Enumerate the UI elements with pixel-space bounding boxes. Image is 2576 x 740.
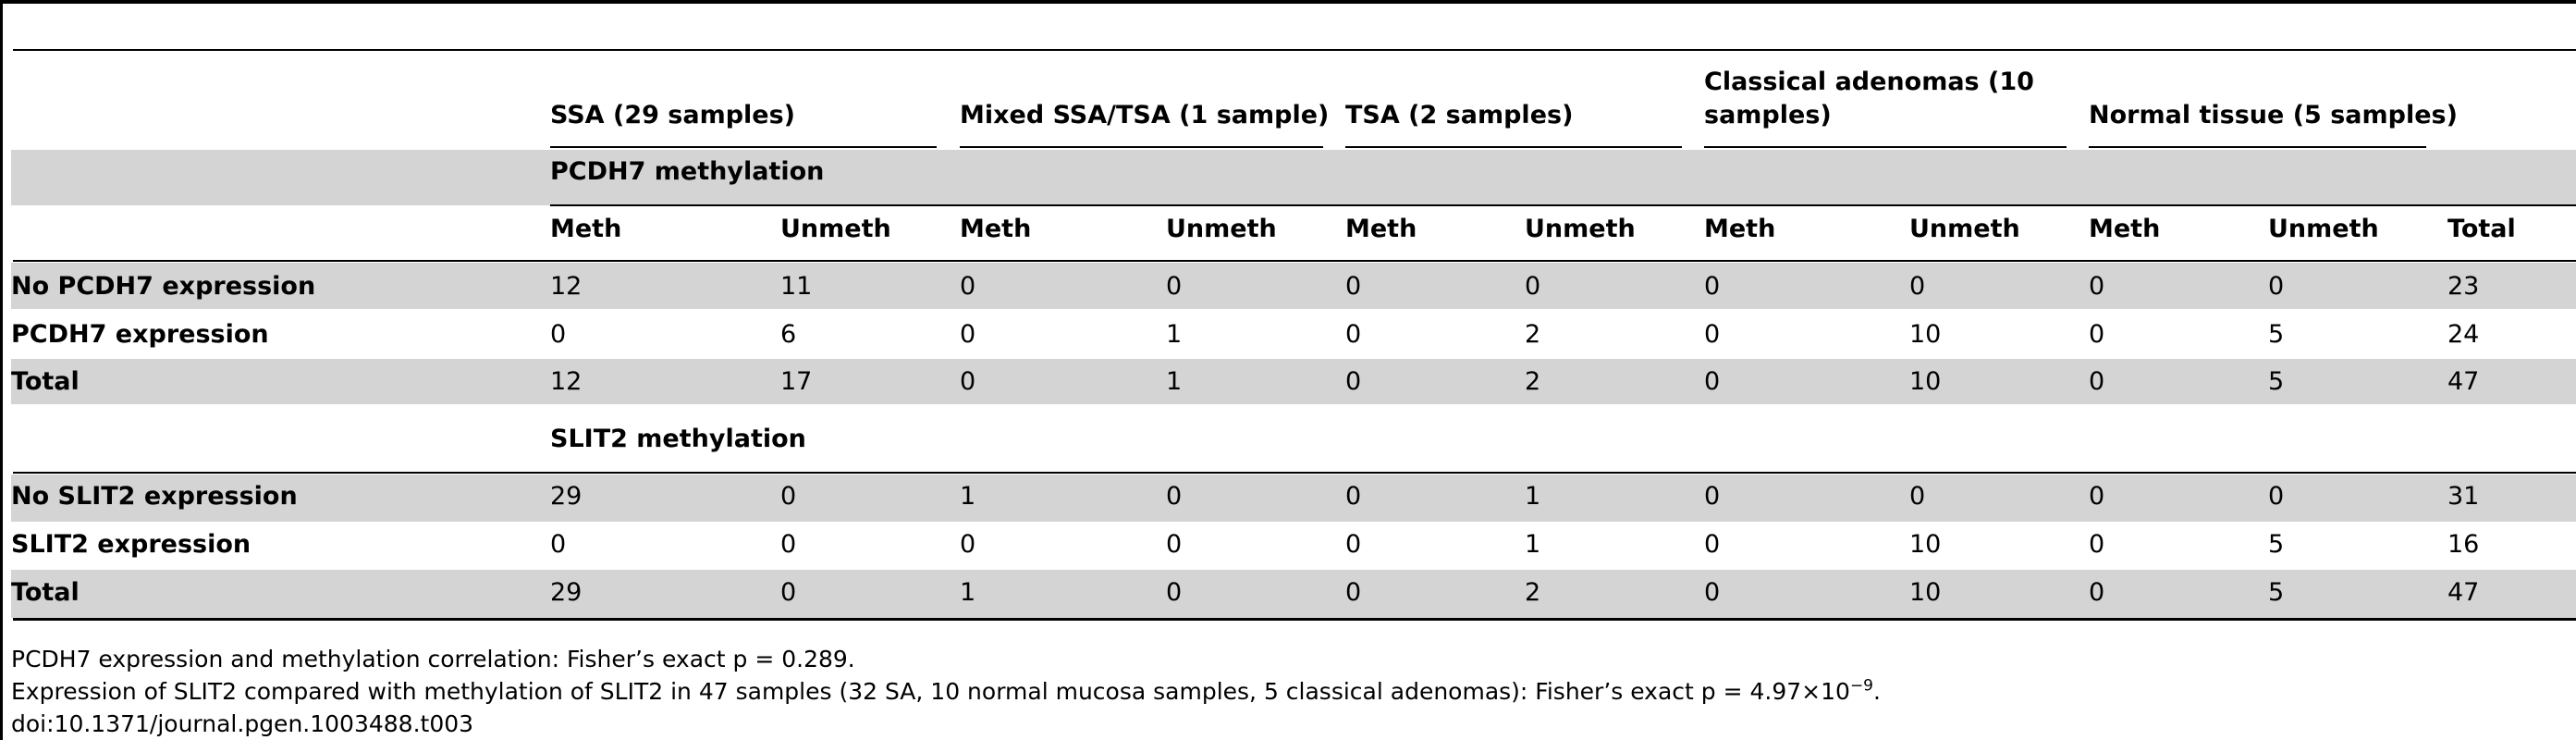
table-cell: 0 xyxy=(2268,482,2285,511)
table-cell: 0 xyxy=(960,367,976,396)
footnote-slit2-exponent: −9 xyxy=(1849,676,1873,696)
section-band-pcdh7 xyxy=(11,150,2576,205)
table-cell: 0 xyxy=(1704,272,1721,301)
table-bottom-rule xyxy=(13,618,2576,621)
table-cell: 0 xyxy=(1345,272,1362,301)
table-cell: 0 xyxy=(1345,578,1362,607)
table-cell: 0 xyxy=(780,578,797,607)
table-cell: 1 xyxy=(960,482,976,511)
table-cell: 10 xyxy=(1909,367,1942,396)
table-cell: 5 xyxy=(2268,367,2285,396)
row-shade-no-pcdh7 xyxy=(11,263,2576,309)
table-cell: 47 xyxy=(2447,578,2480,607)
table-cell: 2 xyxy=(1525,578,1541,607)
table-cell: 0 xyxy=(2089,320,2105,349)
table-cell: 0 xyxy=(1166,530,1183,559)
row-shade-pcdh7-total xyxy=(11,359,2576,404)
table-cell: 1 xyxy=(1166,320,1183,349)
group-underline-tsa xyxy=(1345,146,1682,148)
row-label-pcdh7-total: Total xyxy=(11,367,80,396)
subheader-classical-unmeth: Unmeth xyxy=(1909,215,2020,243)
table-cell: 0 xyxy=(1345,320,1362,349)
table-cell: 0 xyxy=(1704,530,1721,559)
table-cell: 1 xyxy=(1166,367,1183,396)
subheader-mixed-unmeth: Unmeth xyxy=(1166,215,1277,243)
table-cell: 0 xyxy=(1909,272,1926,301)
table-cell: 31 xyxy=(2447,482,2480,511)
table-cell: 17 xyxy=(780,367,813,396)
group-header-classical-line1: Classical adenomas (10 xyxy=(1704,68,2034,96)
subheader-rule xyxy=(13,260,2576,262)
subheader-normal-meth: Meth xyxy=(2089,215,2161,243)
table-cell: 29 xyxy=(550,578,583,607)
table-cell: 1 xyxy=(960,578,976,607)
group-underline-mixed xyxy=(960,146,1323,148)
top-rule xyxy=(0,0,2576,4)
table-cell: 0 xyxy=(780,530,797,559)
row-shade-slit2-total xyxy=(11,570,2576,618)
table-cell: 5 xyxy=(2268,320,2285,349)
table-cell: 0 xyxy=(1704,320,1721,349)
table-cell: 11 xyxy=(780,272,813,301)
table-cell: 0 xyxy=(960,530,976,559)
subheader-normal-unmeth: Unmeth xyxy=(2268,215,2379,243)
table-cell: 10 xyxy=(1909,578,1942,607)
footnote-doi: doi:10.1371/journal.pgen.1003488.t003 xyxy=(11,710,474,737)
table-cell: 0 xyxy=(2089,578,2105,607)
table-cell: 0 xyxy=(1166,578,1183,607)
table-cell: 0 xyxy=(1704,367,1721,396)
table-cell: 0 xyxy=(960,272,976,301)
group-underline-classical xyxy=(1704,146,2067,148)
group-header-mixed: Mixed SSA/TSA (1 sample) xyxy=(960,101,1330,130)
table-cell: 5 xyxy=(2268,578,2285,607)
row-label-slit2-expression: SLIT2 expression xyxy=(11,530,251,559)
subheader-total: Total xyxy=(2447,215,2516,243)
table-cell: 0 xyxy=(2089,272,2105,301)
table-cell: 0 xyxy=(780,482,797,511)
row-label-no-slit2-expression: No SLIT2 expression xyxy=(11,482,298,511)
table-cell: 0 xyxy=(1345,530,1362,559)
table-cell: 5 xyxy=(2268,530,2285,559)
row-label-slit2-total: Total xyxy=(11,578,80,607)
table-cell: 0 xyxy=(550,530,567,559)
group-underline-normal xyxy=(2089,146,2426,148)
table-cell: 0 xyxy=(1166,272,1183,301)
subheader-tsa-meth: Meth xyxy=(1345,215,1417,243)
table-cell: 0 xyxy=(1704,578,1721,607)
group-header-normal: Normal tissue (5 samples) xyxy=(2089,101,2458,130)
table-cell: 0 xyxy=(1166,482,1183,511)
table-cell: 0 xyxy=(1704,482,1721,511)
row-shade-no-slit2 xyxy=(11,475,2576,522)
table-cell: 2 xyxy=(1525,320,1541,349)
subheader-ssa-meth: Meth xyxy=(550,215,622,243)
subheader-ssa-unmeth: Unmeth xyxy=(780,215,891,243)
table-cell: 1 xyxy=(1525,482,1541,511)
section-rule-pcdh7 xyxy=(550,204,2576,206)
table-cell: 10 xyxy=(1909,530,1942,559)
group-header-classical-line2: samples) xyxy=(1704,101,1832,130)
table-cell: 47 xyxy=(2447,367,2480,396)
table-cell: 16 xyxy=(2447,530,2480,559)
table-cell: 23 xyxy=(2447,272,2480,301)
group-underline-ssa xyxy=(550,146,937,148)
header-top-rule xyxy=(13,49,2576,51)
table-cell: 1 xyxy=(1525,530,1541,559)
table-cell: 0 xyxy=(2268,272,2285,301)
table-cell: 0 xyxy=(1345,367,1362,396)
table-cell: 0 xyxy=(2089,367,2105,396)
table-cell: 12 xyxy=(550,367,583,396)
table-cell: 2 xyxy=(1525,367,1541,396)
table-cell: 10 xyxy=(1909,320,1942,349)
left-border xyxy=(0,0,3,740)
table-cell: 0 xyxy=(1345,482,1362,511)
table-cell: 0 xyxy=(1525,272,1541,301)
group-header-tsa: TSA (2 samples) xyxy=(1345,101,1574,130)
table-cell: 29 xyxy=(550,482,583,511)
table-cell: 0 xyxy=(2089,530,2105,559)
table-cell: 0 xyxy=(2089,482,2105,511)
table-cell: 0 xyxy=(960,320,976,349)
footnote-slit2-correlation xyxy=(11,677,1881,707)
footnote-pcdh7-correlation: PCDH7 expression and methylation correlation: Fisher’s exact p = 0.289. xyxy=(11,646,855,672)
subheader-tsa-unmeth: Unmeth xyxy=(1525,215,1636,243)
subheader-mixed-meth: Meth xyxy=(960,215,1032,243)
table-cell: 0 xyxy=(1909,482,1926,511)
table-cell: 6 xyxy=(780,320,797,349)
row-label-pcdh7-expression: PCDH7 expression xyxy=(11,320,269,349)
footnote-slit2-text: Expression of SLIT2 compared with methylation of SLIT2 in 47 samples (32 SA, 10 normal mucosa samples, 5 classical adenomas): Fisher’s exact p = 4.97×10 xyxy=(11,678,1850,705)
table-cell: 24 xyxy=(2447,320,2480,349)
footnote-slit2-end: . xyxy=(1873,678,1881,705)
section-rule-slit2 xyxy=(13,472,2576,474)
subheader-classical-meth: Meth xyxy=(1704,215,1776,243)
section-title-pcdh7: PCDH7 methylation xyxy=(550,157,825,186)
row-label-no-pcdh7-expression: No PCDH7 expression xyxy=(11,272,316,301)
table-cell: 0 xyxy=(550,320,567,349)
group-header-ssa: SSA (29 samples) xyxy=(550,101,796,130)
section-title-slit2: SLIT2 methylation xyxy=(550,425,806,453)
table-cell: 12 xyxy=(550,272,583,301)
